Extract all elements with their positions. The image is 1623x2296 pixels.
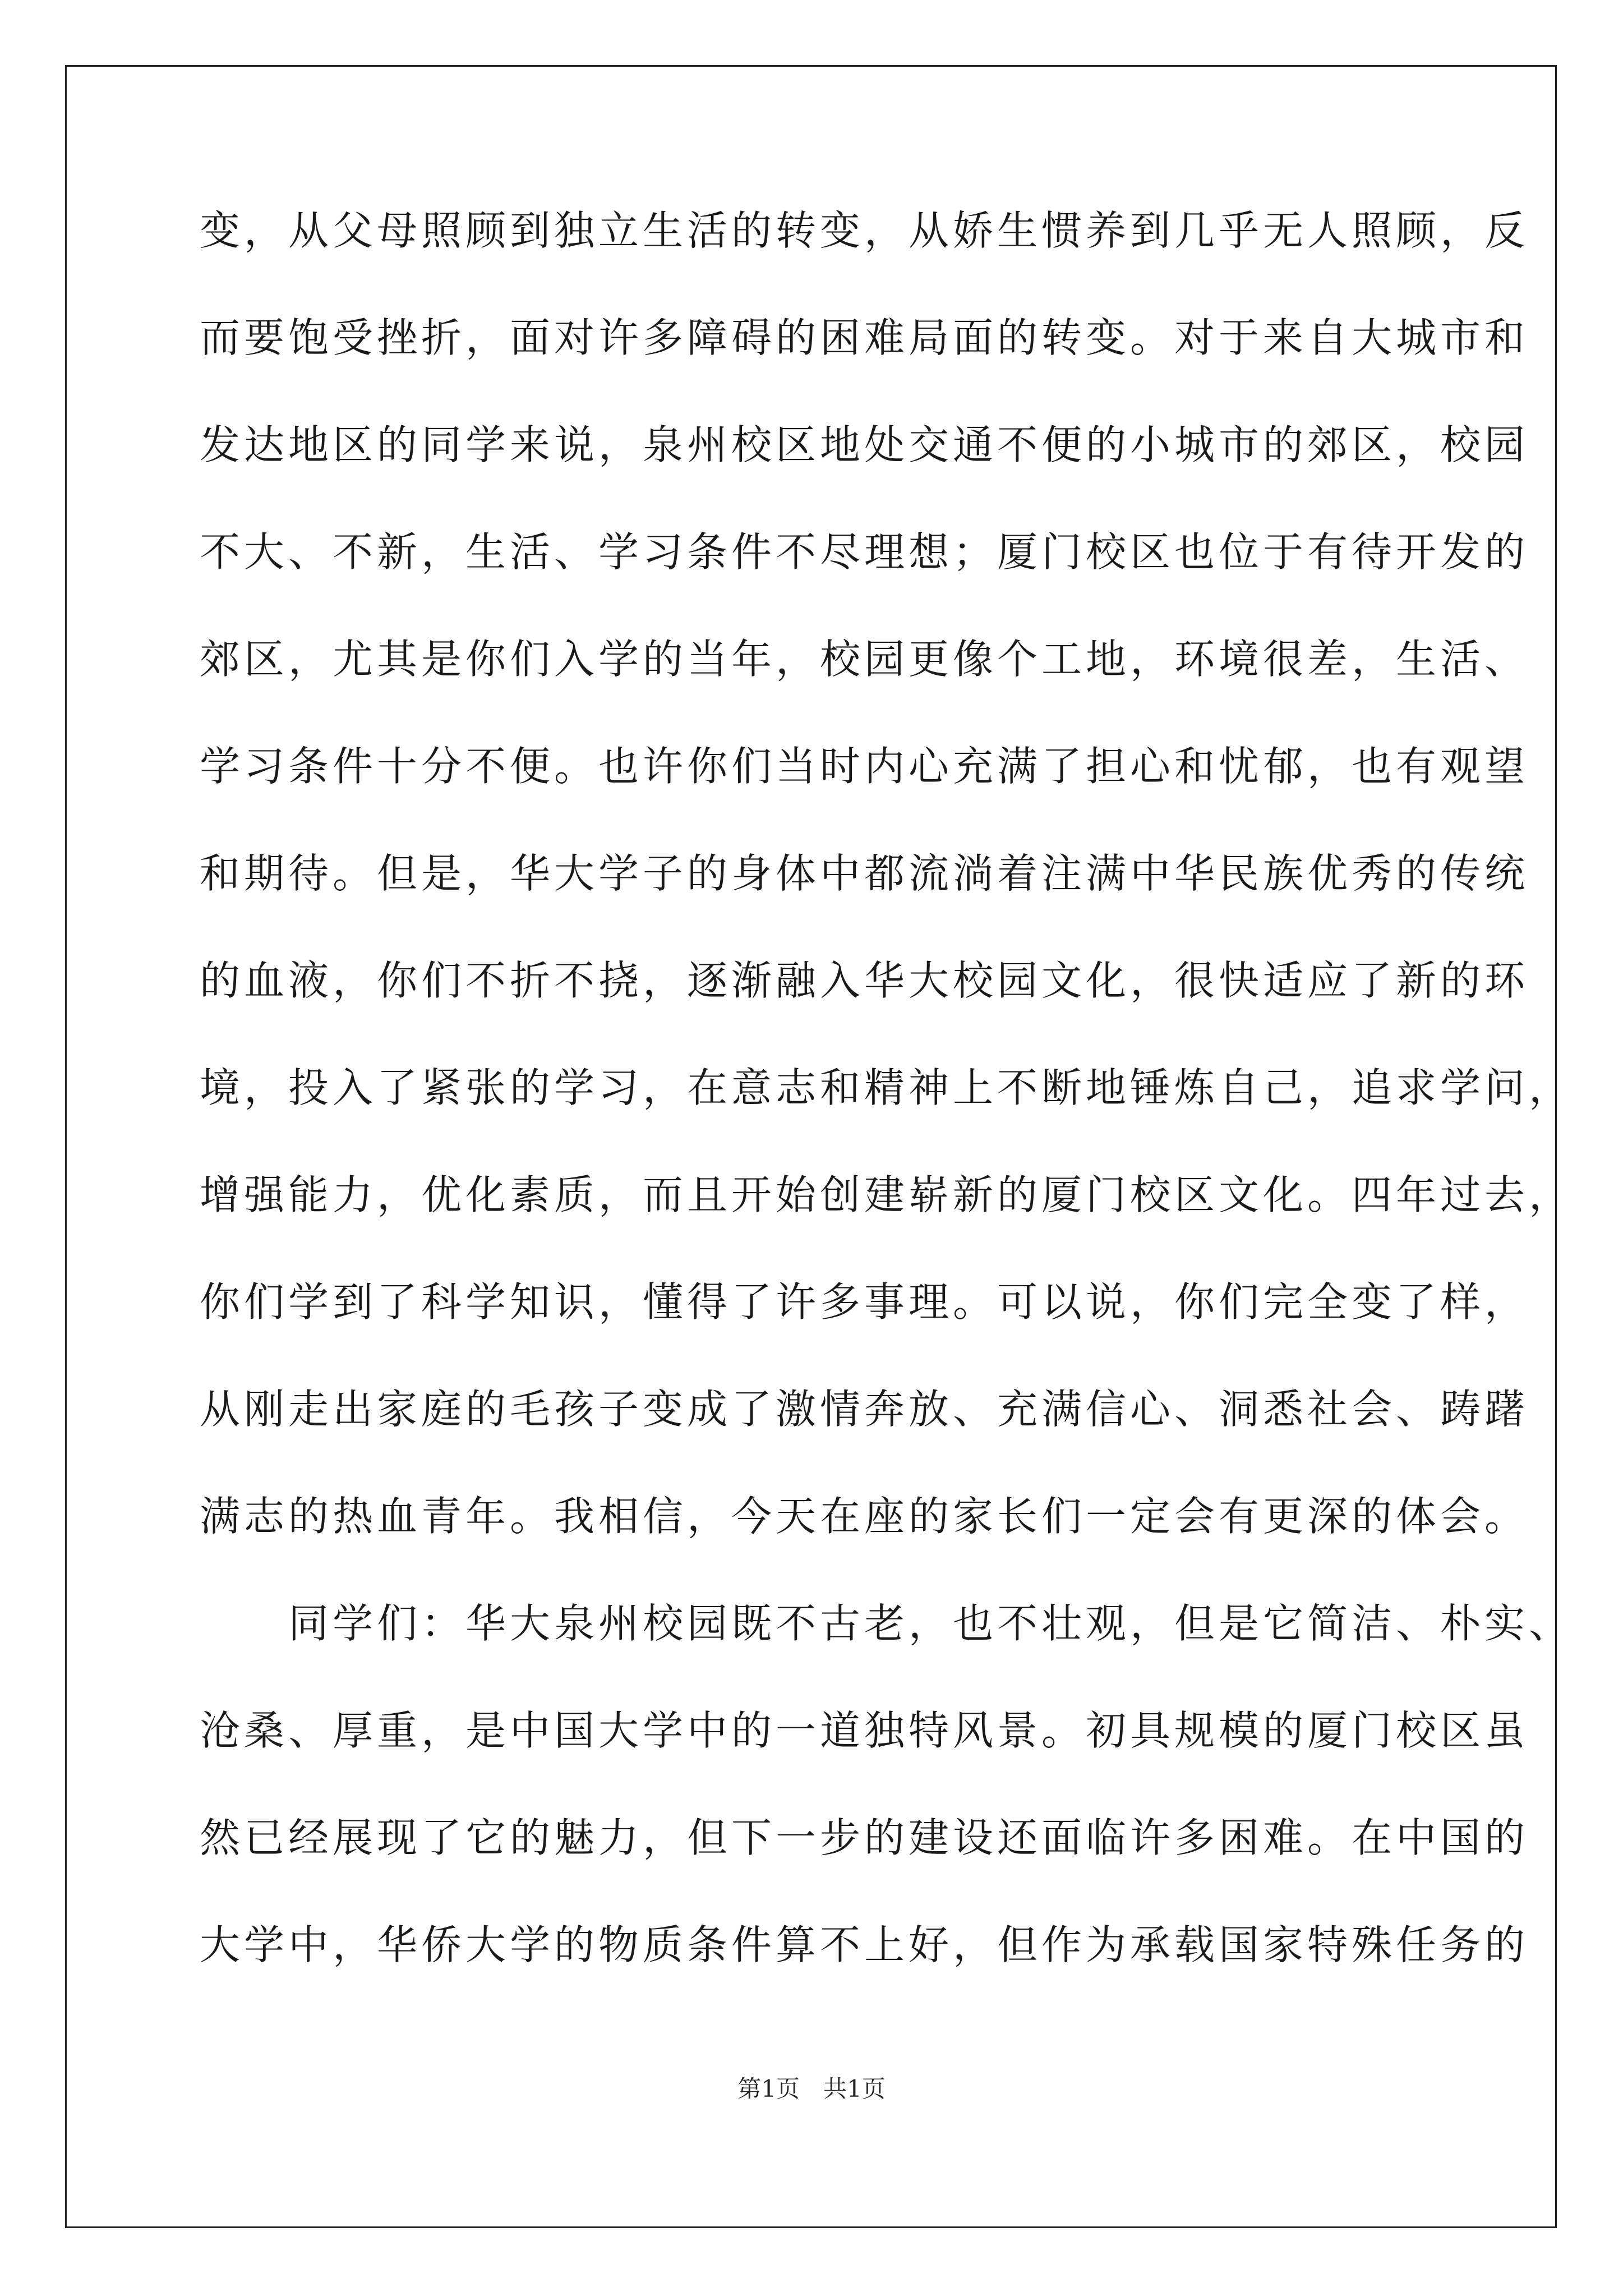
text-line: 发达地区的同学来说，泉州校区地处交通不便的小城市的郊区，校园 (200, 421, 1529, 468)
text-line: 学习条件十分不便。也许你们当时内心充满了担心和忧郁，也有观望 (200, 743, 1529, 790)
paragraph-start-line: 同学们：华大泉州校园既不古老，也不壮观，但是它简洁、朴实、 (200, 1600, 1574, 1647)
text-line: 和期待。但是，华大学子的身体中都流淌着注满中华民族优秀的传统 (200, 850, 1529, 897)
text-line: 而要饱受挫折，面对许多障碍的困难局面的转变。对于来自大城市和 (200, 314, 1529, 361)
text-line: 然已经展现了它的魅力，但下一步的建设还面临许多困难。在中国的 (200, 1814, 1529, 1861)
document-body (200, 207, 1574, 2032)
text-line: 不大、不新，生活、学习条件不尽理想；厦门校区也位于有待开发的 (200, 528, 1529, 576)
text-line: 从刚走出家庭的毛孩子变成了激情奔放、充满信心、洞悉社会、踌躇 (200, 1386, 1529, 1433)
text-line: 沧桑、厚重，是中国大学中的一道独特风景。初具规模的厦门校区虽 (200, 1707, 1529, 1754)
text-line: 满志的热血青年。我相信，今天在座的家长们一定会有更深的体会。 (200, 1493, 1529, 1540)
text-line: 的血液，你们不折不挠，逐渐融入华大校园文化，很快适应了新的环 (200, 957, 1529, 1004)
text-line: 境，投入了紧张的学习，在意志和精神上不断地锤炼自己，追求学问， (200, 1064, 1574, 1111)
text-line: 大学中，华侨大学的物质条件算不上好，但作为承载国家特殊任务的 (200, 1921, 1529, 1968)
text-line: 增强能力，优化素质，而且开始创建崭新的厦门校区文化。四年过去， (200, 1171, 1574, 1218)
page-number-footer: 第1页 共1页 (737, 2075, 886, 2102)
text-line: 郊区，尤其是你们入学的当年，校园更像个工地，环境很差，生活、 (200, 636, 1529, 683)
text-line: 你们学到了科学知识，懂得了许多事理。可以说，你们完全变了样， (200, 1278, 1529, 1326)
text-line: 变，从父母照顾到独立生活的转变，从娇生惯养到几乎无人照顾，反 (200, 207, 1529, 254)
